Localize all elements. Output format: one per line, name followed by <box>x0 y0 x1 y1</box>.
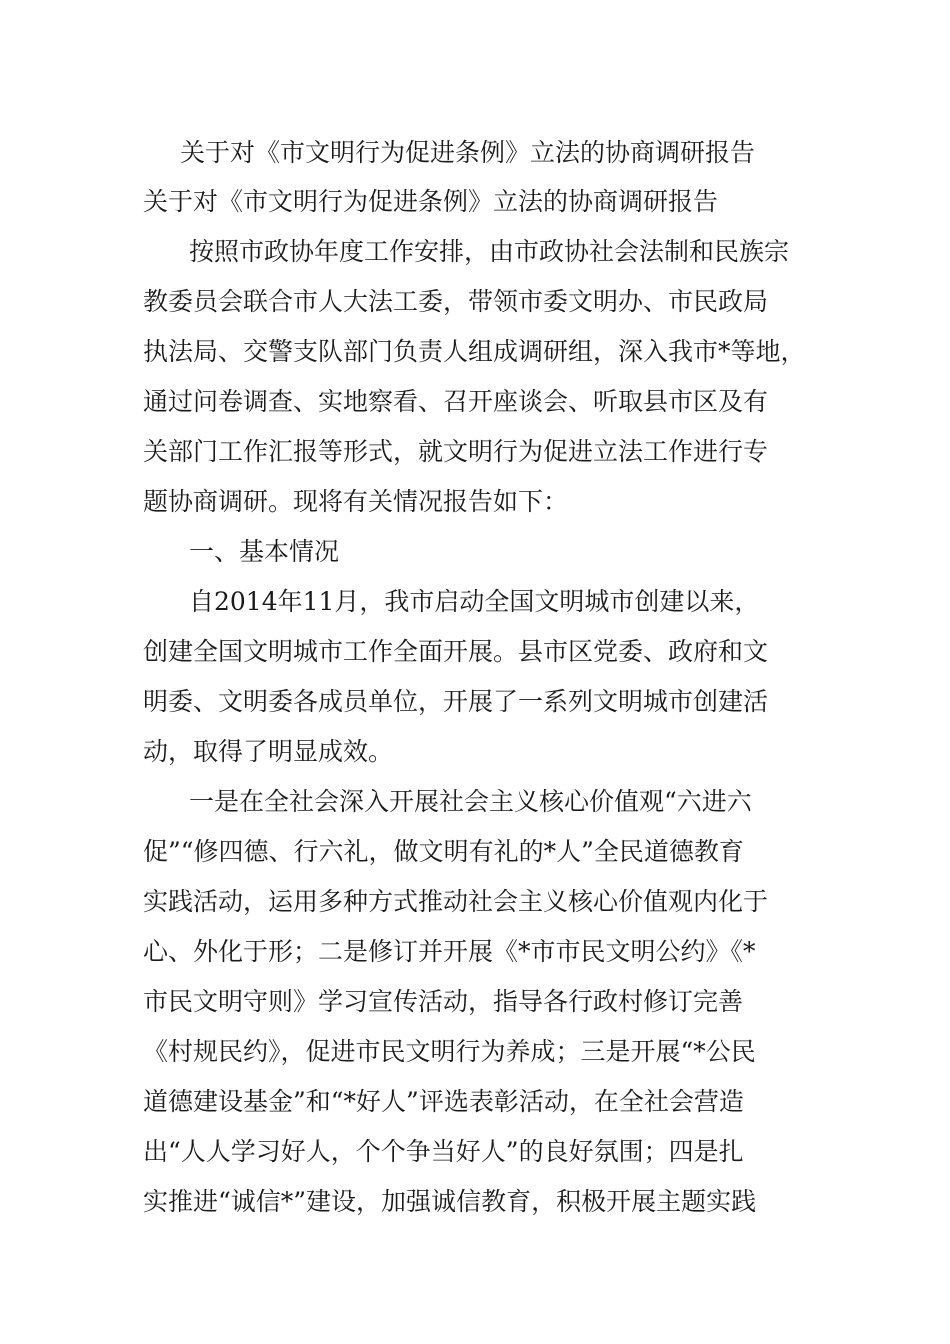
paragraph-line: 明委、文明委各成员单位，开展了一系列文明城市创建活 <box>143 687 769 716</box>
paragraph-line: 创建全国文明城市工作全面开展。县市区党委、政府和文 <box>143 637 769 666</box>
paragraph-line: 实推进“诚信*”建设，加强诚信教育，积极开展主题实践 <box>143 1187 757 1216</box>
paragraph-line: 实践活动，运用多种方式推动社会主义核心价值观内化于 <box>143 887 769 916</box>
section-heading: 一、基本情况 <box>189 537 340 566</box>
paragraph-line: 自2014年11月，我市启动全国文明城市创建以来， <box>189 587 760 616</box>
document-title-repeat: 关于对《市文明行为促进条例》立法的协商调研报告 <box>143 187 719 216</box>
paragraph-line: 促”“修四德、行六礼，做文明有礼的*人”全民道德教育 <box>143 837 744 866</box>
paragraph-line: 心、外化于形；二是修订并开展《*市市民文明公约》《* <box>143 937 756 966</box>
paragraph-line: 道德建设基金”和“*好人”评选表彰活动，在全社会营造 <box>143 1087 744 1116</box>
paragraph-line: 动，取得了明显成效。 <box>143 737 394 766</box>
paragraph-line: 题协商调研。现将有关情况报告如下： <box>143 487 569 516</box>
paragraph-line: 出“人人学习好人，个个争当好人”的良好氛围；四是扎 <box>143 1137 744 1166</box>
document-title: 关于对《市文明行为促进条例》立法的协商调研报告 <box>180 138 756 167</box>
paragraph-line: 执法局、交警支队部门负责人组成调研组，深入我市*等地， <box>143 337 806 366</box>
paragraph-line: 通过问卷调查、实地察看、召开座谈会、听取县市区及有 <box>143 387 769 416</box>
paragraph-line: 市民文明守则》学习宣传活动，指导各行政村修订完善 <box>143 987 744 1016</box>
paragraph-line: 关部门工作汇报等形式，就文明行为促进立法工作进行专 <box>143 437 769 466</box>
paragraph-line: 教委员会联合市人大法工委，带领市委文明办、市民政局 <box>143 287 769 316</box>
paragraph-line: 《村规民约》，促进市民文明行为养成；三是开展“*公民 <box>143 1037 756 1066</box>
paragraph-line: 一是在全社会深入开展社会主义核心价值观“六进六 <box>189 787 752 816</box>
paragraph-line: 按照市政协年度工作安排，由市政协社会法制和民族宗 <box>189 237 790 266</box>
